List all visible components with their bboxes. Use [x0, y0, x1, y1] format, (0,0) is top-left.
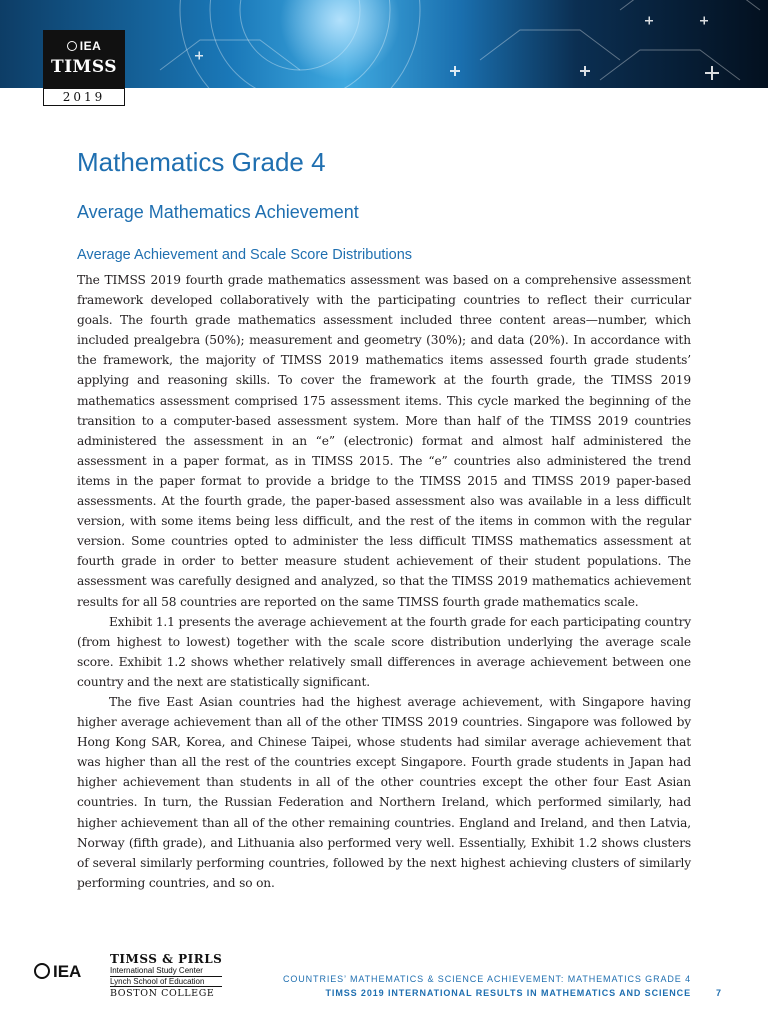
- page-number: 7: [716, 988, 722, 998]
- footer-logo: [34, 952, 234, 1002]
- section-heading: Average Achievement and Scale Score Distributions: [77, 247, 413, 263]
- footer-logo-title: TIMSS & PIRLS: [110, 952, 223, 966]
- iea-globe-icon: [67, 41, 77, 51]
- page-subtitle: Average Mathematics Achievement: [77, 202, 359, 222]
- footer-logo-line1: International Study Center: [110, 966, 222, 977]
- running-head-2: TIMSS 2019 INTERNATIONAL RESULTS IN MATHEMATICS AND SCIENCE: [325, 988, 691, 998]
- footer-logo-org: IEA: [53, 962, 82, 981]
- paragraph: The five East Asian countries had the highest average achievement, with Singapore having higher average achievement than all of the other TIMSS 2019 countries. Singapore was followed by Hong Kong SAR, Korea, and Chinese Taipei, whose students had similar average achievement that was higher than all the rest of the countries except Singapore. Fourth grade students in Japan had higher achievement than students in all of the other countries except the other four East Asian countries. In turn, the Russian Federation and Northern Ireland, which performed similarly, had higher achievement than all of the other remaining countries. England and Ireland, and then Latvia, Norway (fifth grade), and Lithuania also performed very well. Essentially, Exhibit 1.2 shows clusters of several similarly performing countries, followed by the next highest achieving clusters of similarly performing countries, and so on.: [77, 694, 691, 890]
- logo-program: TIMSS: [50, 57, 118, 77]
- footer-logo-line2: Lynch School of Education: [110, 977, 222, 988]
- iea-globe-icon: [34, 963, 50, 979]
- footer-logo-line3: BOSTON COLLEGE: [110, 988, 215, 999]
- paragraph: Exhibit 1.1 presents the average achievement at the fourth grade for each participating country (from highest to lowest) together with the scale score distribution underlying the average scale score. Exhibit 1.2 shows whether relatively small differences in average achievement between one country and the next are statistically significant.: [77, 614, 691, 689]
- timss-logo: [43, 30, 125, 108]
- running-head-1: COUNTRIES’ MATHEMATICS & SCIENCE ACHIEVEMENT: MATHEMATICS GRADE 4: [282, 974, 691, 984]
- page-title: Mathematics Grade 4: [77, 147, 326, 177]
- logo-year: 2019: [43, 88, 125, 106]
- body-text: [77, 270, 691, 893]
- logo-org: IEA: [79, 39, 102, 53]
- paragraph: The TIMSS 2019 fourth grade mathematics assessment was based on a comprehensive assessment framework developed collaboratively with the participating countries to reflect their curricular goals. The fourth grade mathematics assessment included three content areas—number, which included prealgebra (50%); measurement and geometry (30%); and data (20%). In accordance with the framework, the majority of TIMSS 2019 mathematics items assessed fourth grade students’ applying and reasoning skills. To cover the framework at the fourth grade, the TIMSS 2019 mathematics assessment comprised 175 assessment items. This cycle marked the beginning of the transition to a computer-based assessment system. More than half of the TIMSS 2019 countries administered the assessment in an “e” (electronic) format and almost half administered the assessment in a paper format, as in TIMSS 2015. The “e” countries also administered the trend items in the paper format to provide a bridge to the TIMSS 2015 and TIMSS 2019 paper-based assessments. At the fourth grade, the paper-based assessment also was available in a less difficult version, with some items being less difficult, and the rest of the items in common with the regular version. Some countries opted to administer the less difficult TIMSS mathematics assessment at fourth grade in order to better measure student achievement of their student populations. The assessment was carefully designed and analyzed, so that the TIMSS 2019 mathematics achievement results for all 58 countries are reported on the same TIMSS fourth grade mathematics scale.: [77, 273, 691, 609]
